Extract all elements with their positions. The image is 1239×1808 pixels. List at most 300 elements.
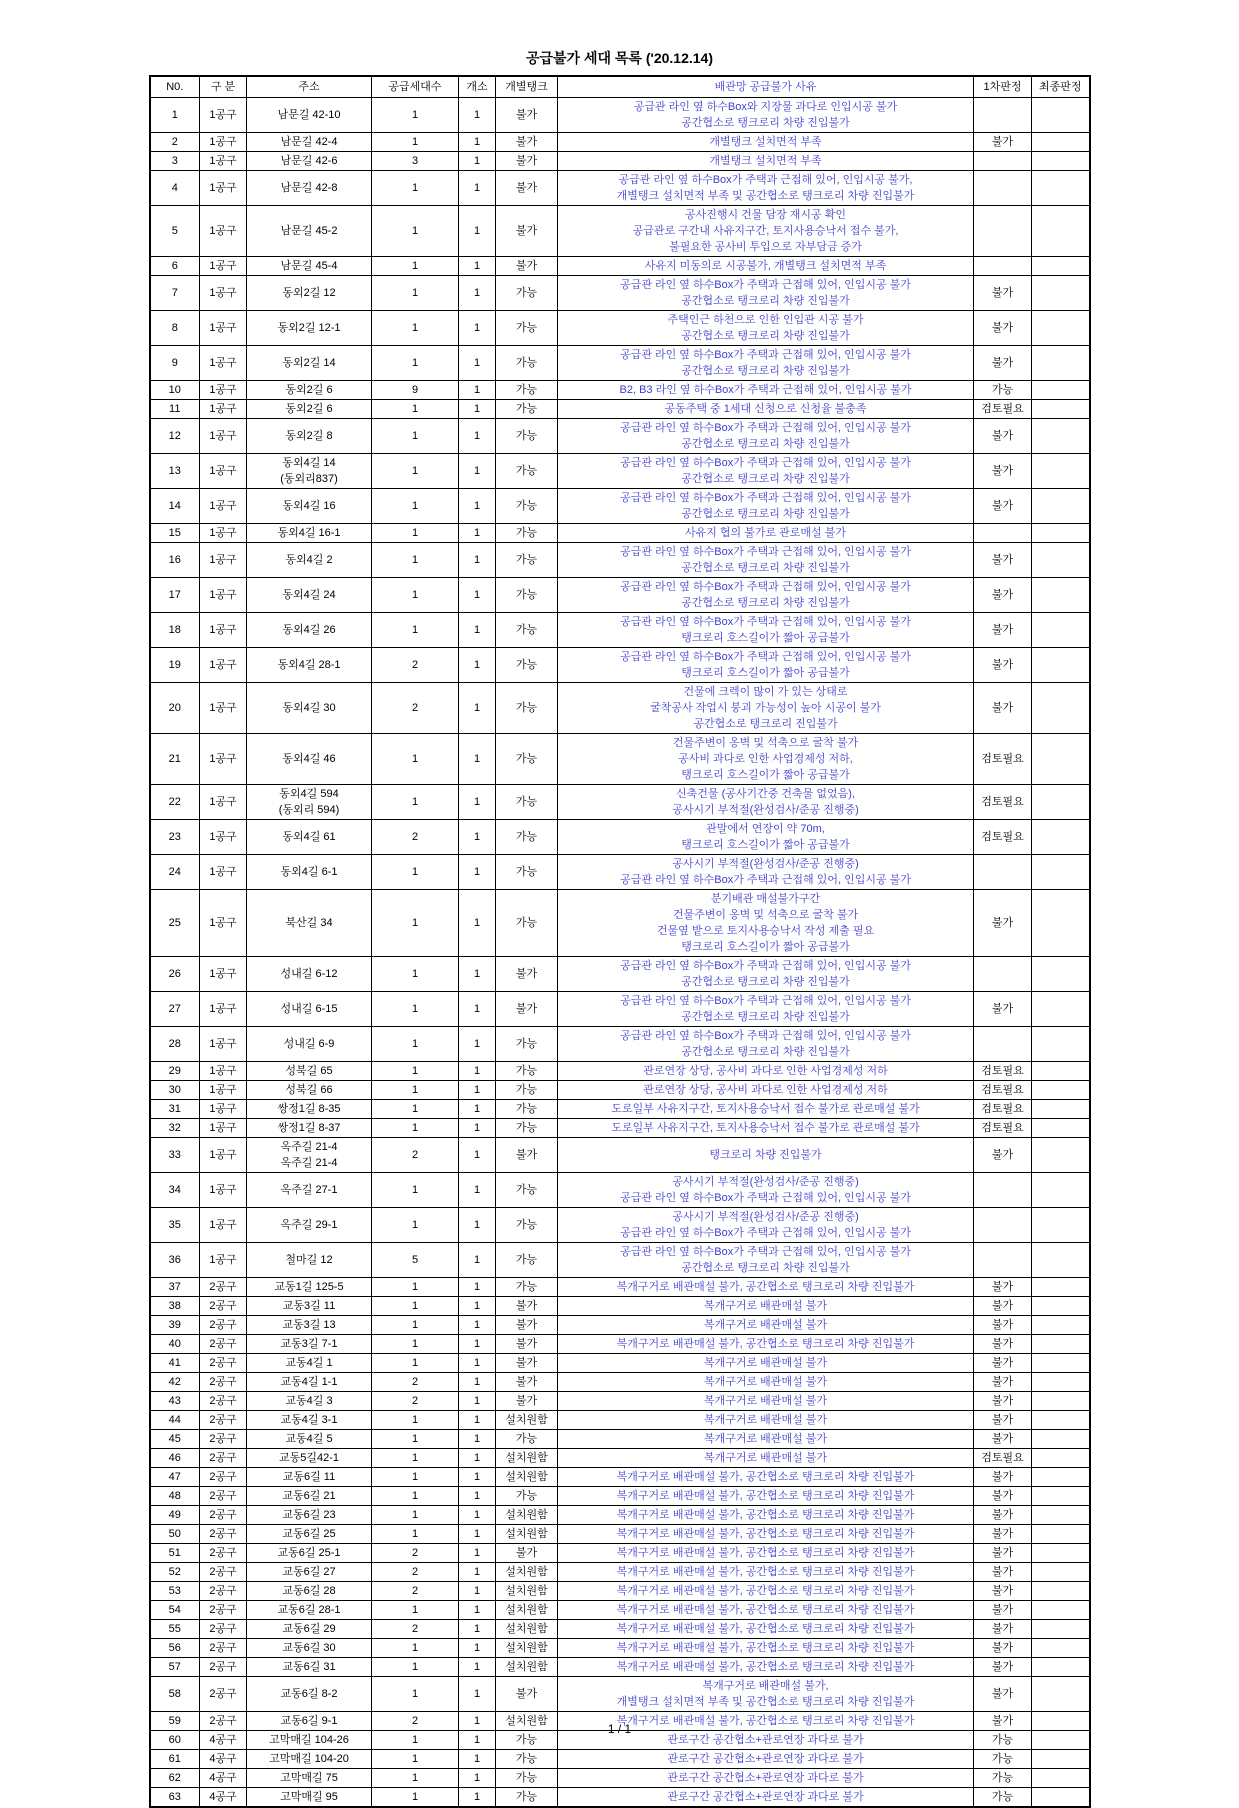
cell-zone: 1공구	[200, 819, 247, 854]
cell-zone: 1공구	[200, 784, 247, 819]
table-row	[150, 612, 1090, 647]
cell-final-judgment	[1032, 132, 1090, 151]
cell-no: 61	[150, 1749, 200, 1768]
cell-households: 2	[372, 1619, 459, 1638]
cell-zone: 2공구	[200, 1581, 247, 1600]
cell-reason: 도로일부 사유지구간, 토지사용승낙서 접수 불가로 관로매설 불가	[558, 1099, 974, 1118]
cell-individual-tank: 설치원함	[496, 1562, 558, 1581]
cell-reason: 복개구거로 배관매설 불가, 공간협소로 탱크로리 차량 진입불가	[558, 1334, 974, 1353]
cell-no: 21	[150, 733, 200, 784]
cell-no: 3	[150, 151, 200, 170]
cell-zone: 1공구	[200, 1061, 247, 1080]
cell-no: 29	[150, 1061, 200, 1080]
cell-reason: 복개구거로 배관매설 불가, 공간협소로 탱크로리 차량 진입불가	[558, 1638, 974, 1657]
table-row	[150, 1026, 1090, 1061]
cell-final-judgment	[1032, 488, 1090, 523]
cell-zone: 1공구	[200, 151, 247, 170]
cell-households: 1	[372, 1334, 459, 1353]
table-row	[150, 1619, 1090, 1638]
cell-final-judgment	[1032, 1676, 1090, 1711]
cell-no: 44	[150, 1410, 200, 1429]
cell-locations: 1	[459, 1657, 496, 1676]
cell-zone: 1공구	[200, 132, 247, 151]
cell-locations: 1	[459, 1315, 496, 1334]
cell-individual-tank: 가능	[496, 889, 558, 956]
cell-no: 14	[150, 488, 200, 523]
cell-reason: 공급관 라인 옆 하수Box가 주택과 근접해 있어, 인입시공 불가 공간협소로 탱크로리 차량 진입불가	[558, 991, 974, 1026]
cell-locations: 1	[459, 1581, 496, 1600]
cell-individual-tank: 가능	[496, 1787, 558, 1807]
column-header-address: 주소	[247, 76, 372, 97]
cell-no: 31	[150, 1099, 200, 1118]
table-row	[150, 151, 1090, 170]
cell-no: 39	[150, 1315, 200, 1334]
cell-locations: 1	[459, 1026, 496, 1061]
cell-zone: 4공구	[200, 1787, 247, 1807]
table-row	[150, 1099, 1090, 1118]
cell-locations: 1	[459, 1277, 496, 1296]
cell-first-judgment: 불가	[974, 488, 1032, 523]
cell-locations: 1	[459, 170, 496, 205]
cell-no: 18	[150, 612, 200, 647]
cell-households: 1	[372, 345, 459, 380]
cell-reason: 공급관 라인 옆 하수Box가 주택과 근접해 있어, 인입시공 불가 공간협소로 탱크로리 차량 진입불가	[558, 453, 974, 488]
cell-individual-tank: 가능	[496, 1099, 558, 1118]
cell-first-judgment: 가능	[974, 1749, 1032, 1768]
table-row	[150, 399, 1090, 418]
cell-address: 동외4길 61	[247, 819, 372, 854]
cell-first-judgment: 불가	[974, 1277, 1032, 1296]
table-row	[150, 1581, 1090, 1600]
cell-reason: B2, B3 라인 옆 하수Box가 주택과 근접해 있어, 인입시공 불가	[558, 380, 974, 399]
cell-no: 48	[150, 1486, 200, 1505]
cell-reason: 사유지 미동의로 시공불가, 개별탱크 설치면적 부족	[558, 256, 974, 275]
table-row	[150, 1429, 1090, 1448]
cell-reason: 관로구간 공간협소+관로연장 과다로 불가	[558, 1749, 974, 1768]
cell-address: 옥주길 27-1	[247, 1172, 372, 1207]
cell-address: 교동6길 9-1	[247, 1711, 372, 1730]
cell-locations: 1	[459, 151, 496, 170]
cell-locations: 1	[459, 380, 496, 399]
cell-individual-tank: 설치원함	[496, 1657, 558, 1676]
cell-address: 북산길 34	[247, 889, 372, 956]
cell-final-judgment	[1032, 170, 1090, 205]
cell-individual-tank: 가능	[496, 1207, 558, 1242]
cell-households: 1	[372, 784, 459, 819]
cell-no: 33	[150, 1137, 200, 1172]
cell-final-judgment	[1032, 256, 1090, 275]
table-header	[150, 76, 1090, 97]
table-row	[150, 1600, 1090, 1619]
cell-locations: 1	[459, 682, 496, 733]
cell-reason: 복개구거로 배관매설 불가, 공간협소로 탱크로리 차량 진입불가	[558, 1486, 974, 1505]
cell-final-judgment	[1032, 1277, 1090, 1296]
cell-zone: 1공구	[200, 733, 247, 784]
cell-address: 동외4길 2	[247, 542, 372, 577]
cell-first-judgment	[974, 1172, 1032, 1207]
cell-locations: 1	[459, 1372, 496, 1391]
cell-address: 남문길 42-8	[247, 170, 372, 205]
table-row	[150, 1296, 1090, 1315]
cell-first-judgment	[974, 151, 1032, 170]
cell-first-judgment: 불가	[974, 542, 1032, 577]
cell-final-judgment	[1032, 1080, 1090, 1099]
cell-final-judgment	[1032, 1619, 1090, 1638]
cell-final-judgment	[1032, 1448, 1090, 1467]
cell-reason: 복개구거로 배관매설 불가	[558, 1372, 974, 1391]
cell-address: 동외4길 14 (동외리837)	[247, 453, 372, 488]
cell-households: 2	[372, 1711, 459, 1730]
table-row	[150, 956, 1090, 991]
cell-individual-tank: 가능	[496, 542, 558, 577]
cell-reason: 공동주택 중 1세대 신청으로 신청율 불충족	[558, 399, 974, 418]
cell-locations: 1	[459, 991, 496, 1026]
table-row	[150, 784, 1090, 819]
cell-final-judgment	[1032, 1242, 1090, 1277]
cell-final-judgment	[1032, 1429, 1090, 1448]
cell-address: 동외4길 594 (동외리 594)	[247, 784, 372, 819]
cell-address: 옥주길 29-1	[247, 1207, 372, 1242]
table-row	[150, 1657, 1090, 1676]
cell-households: 1	[372, 1080, 459, 1099]
table-row	[150, 854, 1090, 889]
cell-final-judgment	[1032, 151, 1090, 170]
cell-reason: 공급관 라인 옆 하수Box가 주택과 근접해 있어, 인입시공 불가 공간협소로 탱크로리 차량 진입불가	[558, 1026, 974, 1061]
cell-first-judgment: 불가	[974, 889, 1032, 956]
column-header-locations: 개소	[459, 76, 496, 97]
cell-locations: 1	[459, 1749, 496, 1768]
column-header-reason: 배관망 공급불가 사유	[558, 76, 974, 97]
cell-locations: 1	[459, 1787, 496, 1807]
cell-final-judgment	[1032, 1657, 1090, 1676]
cell-individual-tank: 가능	[496, 854, 558, 889]
cell-individual-tank: 가능	[496, 682, 558, 733]
cell-first-judgment: 검토필요	[974, 1099, 1032, 1118]
cell-individual-tank: 가능	[496, 1277, 558, 1296]
cell-final-judgment	[1032, 1562, 1090, 1581]
cell-no: 13	[150, 453, 200, 488]
cell-locations: 1	[459, 1448, 496, 1467]
cell-locations: 1	[459, 1768, 496, 1787]
cell-address: 남문길 42-6	[247, 151, 372, 170]
cell-locations: 1	[459, 889, 496, 956]
cell-locations: 1	[459, 1619, 496, 1638]
cell-reason: 복개구거로 배관매설 불가	[558, 1353, 974, 1372]
table-row	[150, 1638, 1090, 1657]
column-header-households: 공급세대수	[372, 76, 459, 97]
cell-households: 1	[372, 1172, 459, 1207]
cell-locations: 1	[459, 1334, 496, 1353]
cell-households: 1	[372, 612, 459, 647]
cell-households: 1	[372, 399, 459, 418]
cell-no: 57	[150, 1657, 200, 1676]
cell-no: 51	[150, 1543, 200, 1562]
cell-locations: 1	[459, 1486, 496, 1505]
cell-individual-tank: 가능	[496, 380, 558, 399]
cell-households: 1	[372, 733, 459, 784]
cell-no: 28	[150, 1026, 200, 1061]
cell-households: 1	[372, 1026, 459, 1061]
cell-households: 1	[372, 1638, 459, 1657]
cell-final-judgment	[1032, 1099, 1090, 1118]
cell-individual-tank: 불가	[496, 1353, 558, 1372]
cell-individual-tank: 불가	[496, 151, 558, 170]
cell-first-judgment: 불가	[974, 1410, 1032, 1429]
cell-reason: 복개구거로 배관매설 불가, 개별탱크 설치면적 부족 및 공간협소로 탱크로리 차량 진입불가	[558, 1676, 974, 1711]
cell-zone: 2공구	[200, 1315, 247, 1334]
table-row	[150, 1787, 1090, 1807]
cell-first-judgment: 불가	[974, 1467, 1032, 1486]
cell-reason: 사유지 협의 불가로 관로매설 불가	[558, 523, 974, 542]
cell-households: 1	[372, 1296, 459, 1315]
table-row	[150, 1505, 1090, 1524]
cell-reason: 공급관 라인 옆 하수Box가 주택과 근접해 있어, 인입시공 불가 공간협소로 탱크로리 차량 진입불가	[558, 275, 974, 310]
cell-reason: 개별탱크 설치면적 부족	[558, 151, 974, 170]
cell-address: 교동6길 28	[247, 1581, 372, 1600]
cell-zone: 2공구	[200, 1638, 247, 1657]
cell-individual-tank: 가능	[496, 1080, 558, 1099]
cell-reason: 복개구거로 배관매설 불가	[558, 1296, 974, 1315]
cell-no: 22	[150, 784, 200, 819]
cell-address: 교동6길 23	[247, 1505, 372, 1524]
cell-locations: 1	[459, 1467, 496, 1486]
cell-no: 63	[150, 1787, 200, 1807]
cell-first-judgment: 검토필요	[974, 784, 1032, 819]
table-row	[150, 1061, 1090, 1080]
cell-reason: 공급관 라인 옆 하수Box가 주택과 근접해 있어, 인입시공 불가, 개별탱크 설치면적 부족 및 공간협소로 탱크로리 차량 진입불가	[558, 170, 974, 205]
cell-no: 2	[150, 132, 200, 151]
cell-locations: 1	[459, 97, 496, 132]
cell-zone: 1공구	[200, 1242, 247, 1277]
cell-households: 1	[372, 132, 459, 151]
table-row	[150, 819, 1090, 854]
cell-zone: 2공구	[200, 1676, 247, 1711]
cell-address: 남문길 42-10	[247, 97, 372, 132]
cell-no: 50	[150, 1524, 200, 1543]
cell-individual-tank: 불가	[496, 205, 558, 256]
cell-locations: 1	[459, 1172, 496, 1207]
cell-address: 교동3길 7-1	[247, 1334, 372, 1353]
cell-households: 1	[372, 1467, 459, 1486]
cell-reason: 복개구거로 배관매설 불가	[558, 1315, 974, 1334]
cell-no: 6	[150, 256, 200, 275]
cell-final-judgment	[1032, 1026, 1090, 1061]
cell-no: 9	[150, 345, 200, 380]
cell-individual-tank: 가능	[496, 819, 558, 854]
cell-locations: 1	[459, 1242, 496, 1277]
cell-zone: 1공구	[200, 256, 247, 275]
table-row	[150, 1768, 1090, 1787]
cell-individual-tank: 가능	[496, 733, 558, 784]
cell-final-judgment	[1032, 1768, 1090, 1787]
cell-reason: 공사시기 부적절(완성검사/준공 진행중) 공급관 라인 옆 하수Box가 주택과 근접해 있어, 인입시공 불가	[558, 1207, 974, 1242]
cell-households: 1	[372, 1353, 459, 1372]
cell-zone: 2공구	[200, 1543, 247, 1562]
cell-households: 2	[372, 1372, 459, 1391]
cell-final-judgment	[1032, 1334, 1090, 1353]
cell-individual-tank: 가능	[496, 275, 558, 310]
cell-reason: 복개구거로 배관매설 불가	[558, 1410, 974, 1429]
cell-locations: 1	[459, 1099, 496, 1118]
cell-zone: 1공구	[200, 1137, 247, 1172]
cell-address: 교동6길 11	[247, 1467, 372, 1486]
cell-households: 9	[372, 380, 459, 399]
cell-individual-tank: 가능	[496, 1242, 558, 1277]
cell-no: 55	[150, 1619, 200, 1638]
cell-reason: 신축건물 (공사기간중 건축물 없었음), 공사시기 부적절(완성검사/준공 진행중)	[558, 784, 974, 819]
cell-individual-tank: 불가	[496, 991, 558, 1026]
cell-individual-tank: 가능	[496, 453, 558, 488]
cell-zone: 2공구	[200, 1410, 247, 1429]
cell-locations: 1	[459, 1080, 496, 1099]
cell-address: 성북길 65	[247, 1061, 372, 1080]
cell-households: 2	[372, 647, 459, 682]
cell-households: 1	[372, 1505, 459, 1524]
cell-individual-tank: 가능	[496, 1730, 558, 1749]
cell-final-judgment	[1032, 1118, 1090, 1137]
cell-individual-tank: 가능	[496, 1118, 558, 1137]
cell-no: 32	[150, 1118, 200, 1137]
cell-reason: 공급관 라인 옆 하수Box와 지장물 과다로 인입시공 불가 공간협소로 탱크로리 차량 진입불가	[558, 97, 974, 132]
cell-zone: 1공구	[200, 453, 247, 488]
cell-final-judgment	[1032, 577, 1090, 612]
cell-households: 1	[372, 97, 459, 132]
cell-households: 1	[372, 1207, 459, 1242]
table-row	[150, 1676, 1090, 1711]
cell-zone: 1공구	[200, 682, 247, 733]
cell-address: 동외4길 24	[247, 577, 372, 612]
cell-final-judgment	[1032, 1391, 1090, 1410]
cell-individual-tank: 불가	[496, 1372, 558, 1391]
cell-first-judgment: 불가	[974, 132, 1032, 151]
cell-reason: 복개구거로 배관매설 불가, 공간협소로 탱크로리 차량 진입불가	[558, 1619, 974, 1638]
cell-first-judgment: 불가	[974, 682, 1032, 733]
table-row	[150, 256, 1090, 275]
cell-final-judgment	[1032, 1581, 1090, 1600]
cell-households: 2	[372, 819, 459, 854]
cell-final-judgment	[1032, 1315, 1090, 1334]
cell-address: 동외2길 12	[247, 275, 372, 310]
cell-locations: 1	[459, 1730, 496, 1749]
cell-no: 25	[150, 889, 200, 956]
table-row	[150, 1486, 1090, 1505]
cell-reason: 공급관 라인 옆 하수Box가 주택과 근접해 있어, 인입시공 불가 공간협소로 탱크로리 차량 진입불가	[558, 488, 974, 523]
table-row	[150, 1172, 1090, 1207]
cell-reason: 공급관 라인 옆 하수Box가 주택과 근접해 있어, 인입시공 불가 공간협소로 탱크로리 차량 진입불가	[558, 345, 974, 380]
cell-final-judgment	[1032, 1638, 1090, 1657]
cell-first-judgment: 검토필요	[974, 1061, 1032, 1080]
table-row	[150, 488, 1090, 523]
cell-address: 동외2길 14	[247, 345, 372, 380]
cell-households: 1	[372, 889, 459, 956]
cell-no: 17	[150, 577, 200, 612]
page-title: 공급불가 세대 목록 ('20.12.14)	[525, 50, 713, 66]
cell-final-judgment	[1032, 647, 1090, 682]
cell-first-judgment	[974, 956, 1032, 991]
cell-address: 교동4길 3	[247, 1391, 372, 1410]
cell-address: 성북길 66	[247, 1080, 372, 1099]
cell-individual-tank: 설치원함	[496, 1448, 558, 1467]
cell-locations: 1	[459, 1391, 496, 1410]
cell-locations: 1	[459, 577, 496, 612]
cell-address: 교동1길 125-5	[247, 1277, 372, 1296]
cell-individual-tank: 가능	[496, 647, 558, 682]
column-header-zone: 구 분	[200, 76, 247, 97]
cell-final-judgment	[1032, 1749, 1090, 1768]
cell-no: 19	[150, 647, 200, 682]
cell-first-judgment: 가능	[974, 1730, 1032, 1749]
table-row	[150, 1207, 1090, 1242]
cell-final-judgment	[1032, 733, 1090, 784]
cell-individual-tank: 가능	[496, 488, 558, 523]
cell-address: 성내길 6-15	[247, 991, 372, 1026]
table-row	[150, 1315, 1090, 1334]
cell-reason: 관로구간 공간협소+관로연장 과다로 불가	[558, 1730, 974, 1749]
cell-address: 동외2길 6	[247, 380, 372, 399]
cell-zone: 1공구	[200, 399, 247, 418]
cell-households: 1	[372, 1657, 459, 1676]
cell-locations: 1	[459, 418, 496, 453]
cell-zone: 1공구	[200, 991, 247, 1026]
cell-locations: 1	[459, 488, 496, 523]
cell-address: 교동6길 27	[247, 1562, 372, 1581]
cell-zone: 1공구	[200, 310, 247, 345]
cell-locations: 1	[459, 819, 496, 854]
cell-households: 1	[372, 542, 459, 577]
cell-households: 2	[372, 1562, 459, 1581]
cell-individual-tank: 가능	[496, 345, 558, 380]
cell-reason: 복개구거로 배관매설 불가, 공간협소로 탱크로리 차량 진입불가	[558, 1711, 974, 1730]
cell-first-judgment	[974, 523, 1032, 542]
cell-zone: 4공구	[200, 1749, 247, 1768]
table-row	[150, 647, 1090, 682]
cell-individual-tank: 불가	[496, 956, 558, 991]
table-row	[150, 1448, 1090, 1467]
cell-zone: 2공구	[200, 1486, 247, 1505]
cell-zone: 1공구	[200, 97, 247, 132]
cell-first-judgment: 불가	[974, 310, 1032, 345]
cell-zone: 4공구	[200, 1730, 247, 1749]
cell-no: 58	[150, 1676, 200, 1711]
cell-zone: 2공구	[200, 1505, 247, 1524]
cell-address: 고막매길 104-26	[247, 1730, 372, 1749]
cell-no: 59	[150, 1711, 200, 1730]
cell-address: 교동4길 1	[247, 1353, 372, 1372]
cell-first-judgment: 불가	[974, 1372, 1032, 1391]
cell-households: 1	[372, 956, 459, 991]
cell-locations: 1	[459, 1543, 496, 1562]
cell-final-judgment	[1032, 97, 1090, 132]
cell-final-judgment	[1032, 991, 1090, 1026]
cell-address: 쌍정1길 8-35	[247, 1099, 372, 1118]
cell-no: 5	[150, 205, 200, 256]
cell-first-judgment: 불가	[974, 991, 1032, 1026]
cell-locations: 1	[459, 1137, 496, 1172]
cell-first-judgment: 불가	[974, 1429, 1032, 1448]
cell-households: 1	[372, 1061, 459, 1080]
cell-zone: 1공구	[200, 1118, 247, 1137]
table-row	[150, 1277, 1090, 1296]
cell-reason: 공사시기 부적절(완성검사/준공 진행중) 공급관 라인 옆 하수Box가 주택과 근접해 있어, 인입시공 불가	[558, 854, 974, 889]
cell-reason: 복개구거로 배관매설 불가, 공간협소로 탱크로리 차량 진입불가	[558, 1562, 974, 1581]
cell-locations: 1	[459, 784, 496, 819]
cell-no: 11	[150, 399, 200, 418]
cell-individual-tank: 불가	[496, 97, 558, 132]
cell-first-judgment: 불가	[974, 275, 1032, 310]
cell-no: 4	[150, 170, 200, 205]
cell-final-judgment	[1032, 542, 1090, 577]
cell-no: 40	[150, 1334, 200, 1353]
